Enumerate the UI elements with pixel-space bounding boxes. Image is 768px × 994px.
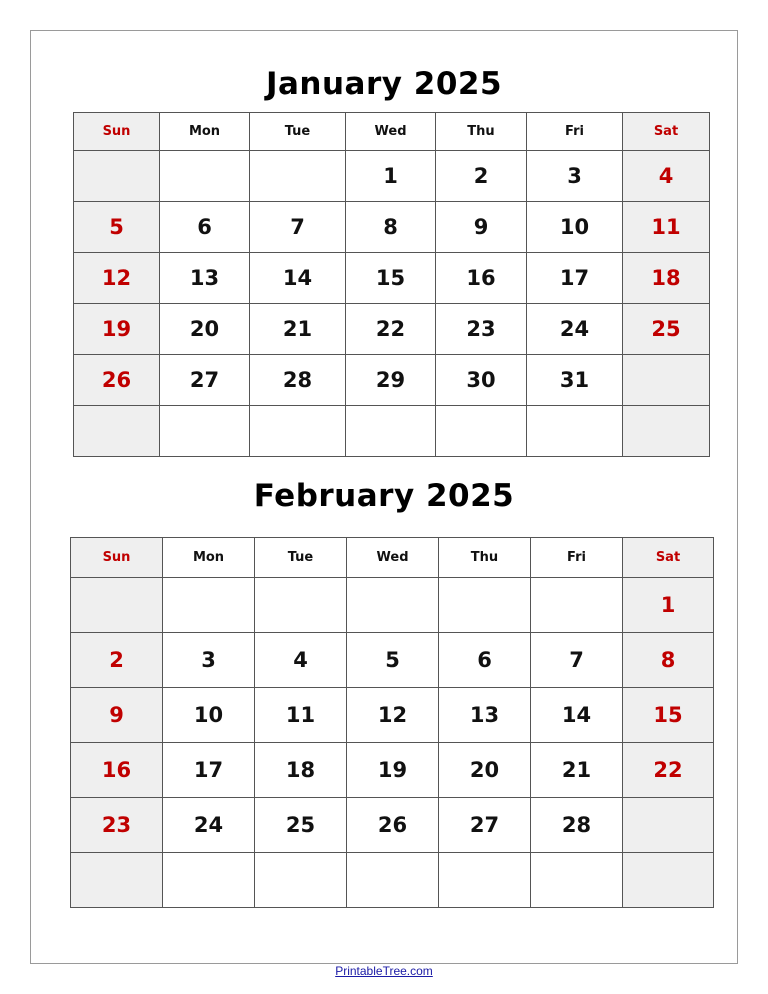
weekday-sat: Sat [623,113,710,151]
day-cell: 6 [439,633,531,688]
empty-day-cell [531,853,623,908]
empty-day-cell [255,578,347,633]
day-cell: 28 [531,798,623,853]
week-row [71,853,714,908]
week-row [71,743,714,798]
week-row [74,202,710,253]
day-cell: 4 [255,633,347,688]
weekday-sun: Sun [74,113,160,151]
weekday-fri: Fri [531,538,623,578]
day-cell: 29 [346,355,436,406]
day-cell: 17 [163,743,255,798]
weekday-thu: Thu [439,538,531,578]
day-cell: 5 [347,633,439,688]
day-cell: 26 [347,798,439,853]
empty-day-cell [346,406,436,457]
empty-day-cell [436,406,527,457]
weekday-header-row [71,538,714,578]
day-cell: 12 [74,253,160,304]
day-cell: 8 [623,633,714,688]
day-cell: 13 [160,253,250,304]
day-cell: 20 [160,304,250,355]
day-cell: 7 [531,633,623,688]
day-cell: 16 [436,253,527,304]
empty-day-cell [71,578,163,633]
weekday-wed: Wed [347,538,439,578]
day-cell: 28 [250,355,346,406]
empty-day-cell [74,151,160,202]
day-cell: 16 [71,743,163,798]
empty-day-cell [623,798,714,853]
january-calendar-grid [73,112,710,457]
weekday-mon: Mon [160,113,250,151]
week-row [74,355,710,406]
weekday-sat: Sat [623,538,714,578]
empty-day-cell [439,853,531,908]
day-cell: 12 [347,688,439,743]
day-cell: 19 [347,743,439,798]
day-cell: 10 [163,688,255,743]
empty-day-cell [623,853,714,908]
day-cell: 20 [439,743,531,798]
week-row [74,151,710,202]
day-cell: 6 [160,202,250,253]
day-cell: 18 [255,743,347,798]
empty-day-cell [347,578,439,633]
day-cell: 31 [527,355,623,406]
empty-day-cell [160,151,250,202]
day-cell: 9 [71,688,163,743]
day-cell: 14 [250,253,346,304]
february-calendar-grid [70,537,714,908]
day-cell: 21 [250,304,346,355]
day-cell: 4 [623,151,710,202]
day-cell: 15 [623,688,714,743]
day-cell: 2 [436,151,527,202]
day-cell: 30 [436,355,527,406]
weekday-mon: Mon [163,538,255,578]
week-row [74,304,710,355]
day-cell: 9 [436,202,527,253]
day-cell: 22 [346,304,436,355]
day-cell: 25 [255,798,347,853]
day-cell: 3 [163,633,255,688]
february-title: February 2025 [253,478,515,514]
day-cell: 24 [527,304,623,355]
week-row [71,633,714,688]
day-cell: 21 [531,743,623,798]
day-cell: 26 [74,355,160,406]
weekday-header-row [74,113,710,151]
day-cell: 14 [531,688,623,743]
weekday-fri: Fri [527,113,623,151]
empty-day-cell [527,406,623,457]
empty-day-cell [163,578,255,633]
empty-day-cell [623,355,710,406]
day-cell: 27 [160,355,250,406]
footer-link[interactable]: PrintableTree.com [335,964,433,978]
empty-day-cell [255,853,347,908]
day-cell: 10 [527,202,623,253]
empty-day-cell [439,578,531,633]
day-cell: 3 [527,151,623,202]
day-cell: 1 [623,578,714,633]
weekday-tue: Tue [255,538,347,578]
day-cell: 22 [623,743,714,798]
empty-day-cell [160,406,250,457]
weekday-sun: Sun [71,538,163,578]
day-cell: 11 [623,202,710,253]
day-cell: 27 [439,798,531,853]
day-cell: 25 [623,304,710,355]
week-row [74,253,710,304]
day-cell: 23 [71,798,163,853]
day-cell: 1 [346,151,436,202]
week-row [74,406,710,457]
day-cell: 15 [346,253,436,304]
empty-day-cell [74,406,160,457]
day-cell: 18 [623,253,710,304]
day-cell: 19 [74,304,160,355]
empty-day-cell [163,853,255,908]
empty-day-cell [250,151,346,202]
day-cell: 7 [250,202,346,253]
day-cell: 17 [527,253,623,304]
empty-day-cell [250,406,346,457]
weekday-tue: Tue [250,113,346,151]
empty-day-cell [531,578,623,633]
empty-day-cell [623,406,710,457]
week-row [71,798,714,853]
empty-day-cell [347,853,439,908]
day-cell: 8 [346,202,436,253]
day-cell: 11 [255,688,347,743]
empty-day-cell [71,853,163,908]
day-cell: 13 [439,688,531,743]
week-row [71,578,714,633]
day-cell: 24 [163,798,255,853]
january-title: January 2025 [265,66,503,102]
weekday-thu: Thu [436,113,527,151]
weekday-wed: Wed [346,113,436,151]
day-cell: 2 [71,633,163,688]
day-cell: 5 [74,202,160,253]
week-row [71,688,714,743]
day-cell: 23 [436,304,527,355]
